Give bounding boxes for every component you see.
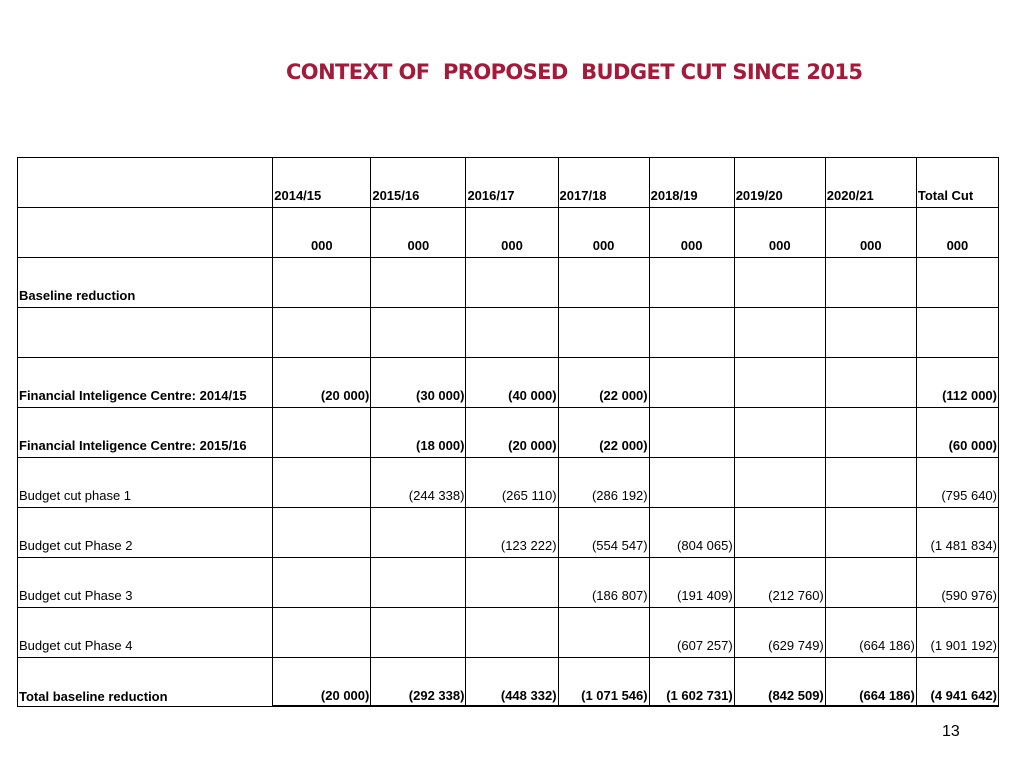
value-cell: [734, 308, 825, 358]
value-cell: [734, 258, 825, 308]
value-cell: (123 222): [466, 508, 558, 558]
value-cell: (212 760): [734, 558, 825, 608]
value-cell: [273, 308, 371, 358]
value-cell: [466, 258, 558, 308]
value-cell: (20 000): [273, 658, 371, 707]
value-cell: 000: [273, 208, 371, 258]
value-cell: [825, 258, 916, 308]
column-header: 2018/19: [649, 158, 734, 208]
value-cell: (1 901 192): [916, 608, 998, 658]
row-label: Baseline reduction: [18, 258, 273, 308]
value-cell: [734, 458, 825, 508]
value-cell: [825, 408, 916, 458]
value-cell: (629 749): [734, 608, 825, 658]
value-cell: [558, 308, 649, 358]
column-header: 2014/15: [273, 158, 371, 208]
page-number: 13: [942, 723, 960, 740]
value-cell: (1 481 834): [916, 508, 998, 558]
value-cell: (1 071 546): [558, 658, 649, 707]
value-cell: [825, 558, 916, 608]
value-cell: [273, 258, 371, 308]
units-row: [18, 208, 999, 258]
value-cell: (664 186): [825, 608, 916, 658]
header-label-cell: [18, 158, 273, 208]
table-row: [18, 508, 999, 558]
value-cell: (554 547): [558, 508, 649, 558]
value-cell: 000: [558, 208, 649, 258]
column-header: 2017/18: [558, 158, 649, 208]
value-cell: [273, 558, 371, 608]
value-cell: 000: [734, 208, 825, 258]
value-cell: [273, 408, 371, 458]
value-cell: [734, 508, 825, 558]
row-label: Financial Inteligence Centre: 2014/15: [18, 358, 273, 408]
value-cell: [649, 308, 734, 358]
value-cell: [371, 258, 466, 308]
table-row: [18, 458, 999, 508]
value-cell: 000: [825, 208, 916, 258]
value-cell: (20 000): [273, 358, 371, 408]
table-row: [18, 558, 999, 608]
budget-table: [17, 157, 999, 707]
row-label: Budget cut Phase 3: [18, 558, 273, 608]
value-cell: [916, 258, 998, 308]
value-cell: (664 186): [825, 658, 916, 707]
value-cell: [825, 508, 916, 558]
value-cell: (186 807): [558, 558, 649, 608]
value-cell: [466, 608, 558, 658]
row-label: Financial Inteligence Centre: 2015/16: [18, 408, 273, 458]
table-row: [18, 258, 999, 308]
row-label: Total baseline reduction: [18, 658, 273, 707]
total-row: [18, 658, 999, 707]
value-cell: (18 000): [371, 408, 466, 458]
value-cell: (112 000): [916, 358, 998, 408]
value-cell: (448 332): [466, 658, 558, 707]
value-cell: [466, 558, 558, 608]
value-cell: [916, 308, 998, 358]
column-header: 2020/21: [825, 158, 916, 208]
value-cell: [273, 458, 371, 508]
value-cell: 000: [916, 208, 998, 258]
value-cell: (286 192): [558, 458, 649, 508]
value-cell: [649, 258, 734, 308]
value-cell: [558, 608, 649, 658]
value-cell: (22 000): [558, 358, 649, 408]
value-cell: [371, 608, 466, 658]
value-cell: [371, 308, 466, 358]
value-cell: (590 976): [916, 558, 998, 608]
column-header: 2015/16: [371, 158, 466, 208]
value-cell: 000: [649, 208, 734, 258]
value-cell: [371, 558, 466, 608]
row-label: Budget cut Phase 4: [18, 608, 273, 658]
value-cell: [466, 308, 558, 358]
slide-title: CONTEXT OF PROPOSED BUDGET CUT SINCE 2015: [286, 60, 863, 84]
value-cell: (30 000): [371, 358, 466, 408]
row-label: Budget cut Phase 2: [18, 508, 273, 558]
value-cell: (20 000): [466, 408, 558, 458]
value-cell: (22 000): [558, 408, 649, 458]
column-header: 2016/17: [466, 158, 558, 208]
value-cell: (60 000): [916, 408, 998, 458]
value-cell: [273, 508, 371, 558]
value-cell: (842 509): [734, 658, 825, 707]
value-cell: (4 941 642): [916, 658, 998, 707]
value-cell: (795 640): [916, 458, 998, 508]
header-row: [18, 158, 999, 208]
value-cell: [825, 458, 916, 508]
value-cell: (607 257): [649, 608, 734, 658]
value-cell: [734, 408, 825, 458]
value-cell: (40 000): [466, 358, 558, 408]
value-cell: (191 409): [649, 558, 734, 608]
value-cell: [734, 358, 825, 408]
value-cell: [371, 508, 466, 558]
value-cell: 000: [466, 208, 558, 258]
value-cell: [649, 458, 734, 508]
value-cell: (265 110): [466, 458, 558, 508]
value-cell: (292 338): [371, 658, 466, 707]
value-cell: (1 602 731): [649, 658, 734, 707]
value-cell: [558, 258, 649, 308]
table-row: [18, 408, 999, 458]
column-header: Total Cut: [916, 158, 998, 208]
value-cell: [649, 358, 734, 408]
row-label: Budget cut phase 1: [18, 458, 273, 508]
column-header: 2019/20: [734, 158, 825, 208]
value-cell: 000: [371, 208, 466, 258]
table-row: [18, 358, 999, 408]
value-cell: (804 065): [649, 508, 734, 558]
table-row: [18, 608, 999, 658]
row-label: [18, 208, 273, 258]
value-cell: (244 338): [371, 458, 466, 508]
table-row: [18, 308, 999, 358]
row-label: [18, 308, 273, 358]
value-cell: [649, 408, 734, 458]
value-cell: [825, 358, 916, 408]
value-cell: [273, 608, 371, 658]
value-cell: [825, 308, 916, 358]
